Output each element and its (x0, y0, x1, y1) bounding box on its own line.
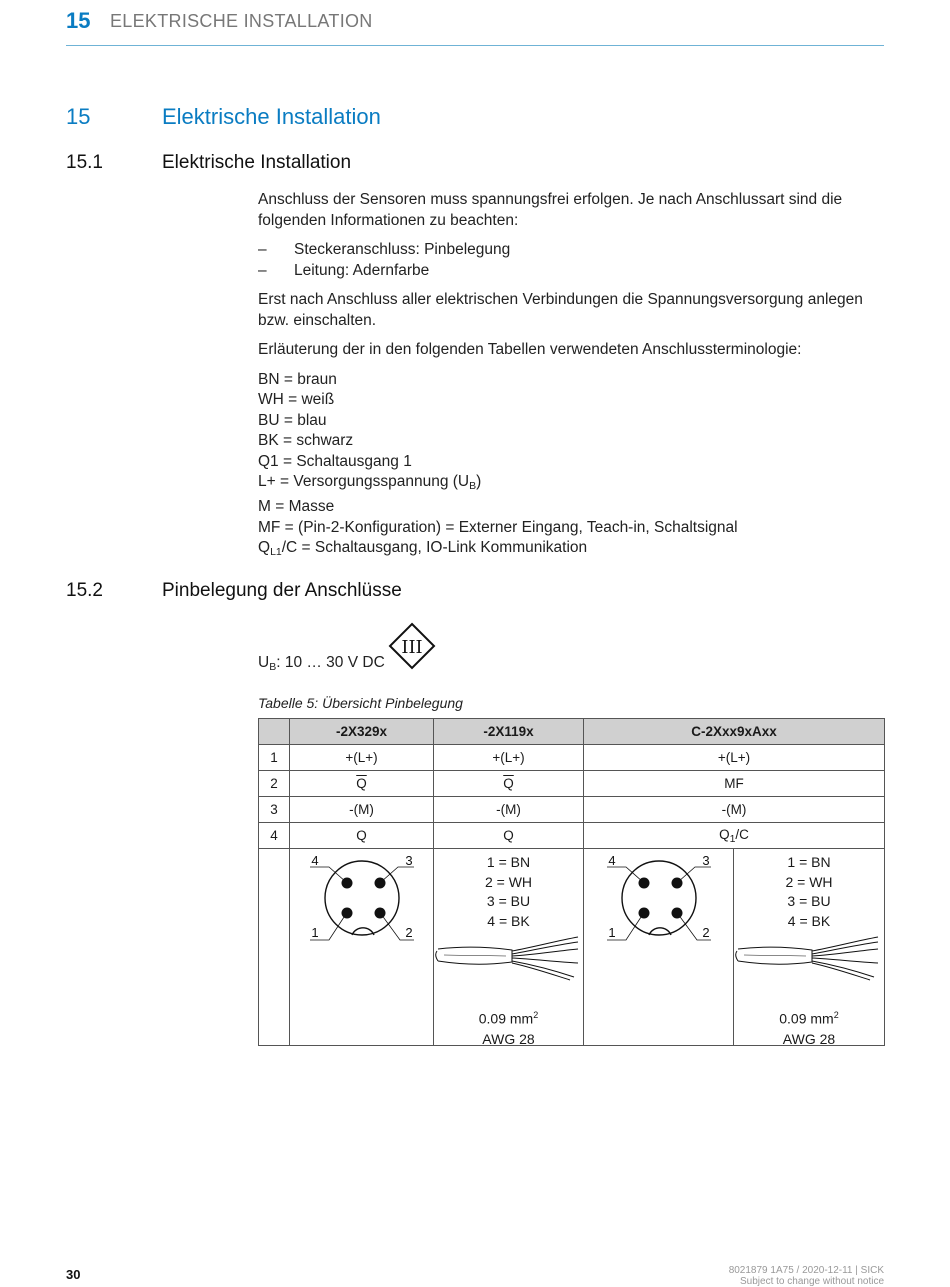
footer-notice: Subject to change without notice (740, 1276, 884, 1287)
protection-class-icon (388, 622, 436, 670)
wire-cross-section (734, 1005, 884, 1029)
ub-value: : 10 … 30 V DC (276, 654, 385, 671)
wire-color-item: 3 = BU (486, 893, 531, 909)
table-cell-empty (259, 849, 290, 1046)
table-header-row (259, 719, 885, 745)
pin-number: 3 (259, 797, 290, 823)
pin-label: 3 (405, 853, 413, 868)
term-text: Q (258, 539, 271, 557)
term-text: /C = Schaltausgang, IO-Link Kommunikation (281, 539, 588, 557)
table-cell: MF (584, 771, 885, 797)
term-text: L+ = Versorgungsspannung (U (258, 473, 470, 491)
term-subscript: B (469, 480, 477, 493)
wire-color-list (434, 853, 583, 931)
pin-label: 4 (608, 853, 616, 868)
header-cell-pin (259, 719, 290, 745)
term-subscript: L1 (270, 546, 282, 559)
cable-cell (434, 849, 584, 1046)
connector-cell (290, 849, 434, 1046)
wire-spec (434, 1005, 583, 1049)
table-cell: -(M) (434, 797, 584, 823)
bullet-item (258, 240, 888, 261)
page-header (66, 8, 884, 46)
wire-size: 0.09 mm (779, 1010, 834, 1027)
table-cell: +(L+) (290, 745, 434, 771)
term-item: M = Masse (258, 498, 335, 516)
wire-awg: AWG 28 (782, 1030, 836, 1047)
table-row (259, 771, 885, 797)
wire-spec (734, 1005, 884, 1049)
term-item (258, 472, 888, 497)
header-chapter-number: 15 (66, 8, 91, 33)
section-15-1-body (258, 190, 888, 563)
table-cell: -(M) (290, 797, 434, 823)
ub-subscript: B (269, 661, 277, 673)
intro-paragraph: Anschluss der Sensoren muss spannungsfrei erfolgen. Je nach Anschlussart sind die folgenden Informationen zu beachten: (258, 191, 843, 229)
table-cell (584, 823, 885, 849)
wire-size-exponent: 2 (533, 1010, 539, 1020)
wire-color-item: 3 = BU (787, 893, 831, 909)
header-cell: C-2Xxx9xAxx (584, 719, 885, 745)
terminology-list (258, 370, 888, 563)
bullet-text: Steckeranschluss: Pinbelegung (294, 241, 511, 258)
footer-docref (729, 1265, 884, 1287)
chapter-title: Elektrische Installation (162, 104, 381, 129)
pin-label: 2 (405, 925, 413, 940)
wire-size-exponent: 2 (833, 1010, 839, 1020)
term-item: BU = blau (258, 411, 327, 429)
table-cell (434, 771, 584, 797)
pin-number: 4 (259, 823, 290, 849)
header-chapter-title: ELEKTRISCHE INSTALLATION (110, 11, 373, 31)
power-paragraph: Erst nach Anschluss aller elektrischen Verbindungen die Spannungsversorgung anlegen bzw. einschalten. (258, 291, 863, 329)
table-cell: -(M) (584, 797, 885, 823)
section-number-15-2: 15.2 (66, 580, 103, 601)
q-symbol: Q (719, 826, 730, 842)
term-item: MF = (Pin-2-Konfiguration) = Externer Eingang, Teach-in, Schaltsignal (258, 518, 738, 536)
bullet-dash: – (258, 261, 267, 279)
term-item: BN = braun (258, 370, 337, 388)
pin-assignment-table (258, 718, 885, 1046)
chapter-number: 15 (66, 104, 91, 129)
table-cell: Q (434, 823, 584, 849)
q-inverted: $\overline{Q}$ (356, 776, 367, 791)
pin-label: 3 (702, 853, 710, 868)
table-row (259, 745, 885, 771)
wire-color-item: 1 = BN (486, 854, 531, 870)
table-cell: +(L+) (434, 745, 584, 771)
terminology-paragraph: Erläuterung der in den folgenden Tabellen verwendeten Anschlussterminologie: (258, 341, 802, 358)
pin-label: 4 (311, 853, 319, 868)
wire-color-item: 2 = WH (785, 873, 833, 890)
q-subscript: 1 (729, 832, 736, 845)
table-row (259, 797, 885, 823)
table-cell: +(L+) (584, 745, 885, 771)
wire-color-item: 4 = BK (487, 912, 530, 929)
wire-awg: AWG 28 (482, 1030, 535, 1047)
wire-cross-section (434, 1005, 583, 1029)
header-cell: -2X329x (290, 719, 434, 745)
q-inverted: $\overline{Q}$ (503, 776, 514, 791)
wire-color-item: 2 = WH (484, 873, 533, 890)
q-suffix: /C (735, 826, 749, 842)
pin-label: 2 (702, 925, 710, 940)
table-cell (290, 771, 434, 797)
protection-class-label: III (401, 637, 423, 658)
footer-document-reference: 8021879 1A75 / 2020-12-11 | SICK (728, 1265, 884, 1276)
table-cell: Q (290, 823, 434, 849)
cable-icon (434, 933, 584, 985)
table-row (259, 823, 885, 849)
connector-cell (584, 849, 734, 1046)
section-title-15-2: Pinbelegung der Anschlüsse (162, 580, 402, 601)
section-title-15-1: Elektrische Installation (162, 152, 352, 173)
table-caption: Tabelle 5: Übersicht Pinbelegung (258, 695, 463, 711)
bullet-text: Leitung: Adernfarbe (294, 261, 430, 279)
bullet-dash: – (258, 241, 267, 258)
term-text: ) (476, 473, 482, 491)
pin-label: 1 (608, 925, 616, 940)
header-cell: -2X119x (434, 719, 584, 745)
pin-number: 2 (259, 771, 290, 797)
cable-cell (734, 849, 885, 1046)
wire-color-item: 1 = BN (787, 854, 831, 870)
m8-connector-icon (584, 849, 734, 1045)
wire-color-item: 4 = BK (787, 912, 831, 929)
term-item: WH = weiß (258, 391, 335, 409)
m8-connector-icon (290, 849, 434, 1045)
pin-label: 1 (311, 925, 319, 940)
wire-color-list (734, 853, 884, 931)
cable-icon (734, 933, 884, 985)
section-number-15-1: 15.1 (66, 152, 103, 173)
pin-number: 1 (259, 745, 290, 771)
term-item (258, 538, 888, 563)
page-number: 30 (66, 1267, 81, 1282)
term-item: BK = schwarz (258, 432, 354, 450)
wire-size: 0.09 mm (478, 1010, 534, 1027)
ub-symbol: U (258, 654, 270, 671)
bullet-item (258, 261, 888, 282)
supply-voltage (258, 654, 385, 673)
table-row-drawings (259, 849, 885, 1046)
term-item: Q1 = Schaltausgang 1 (258, 452, 412, 470)
